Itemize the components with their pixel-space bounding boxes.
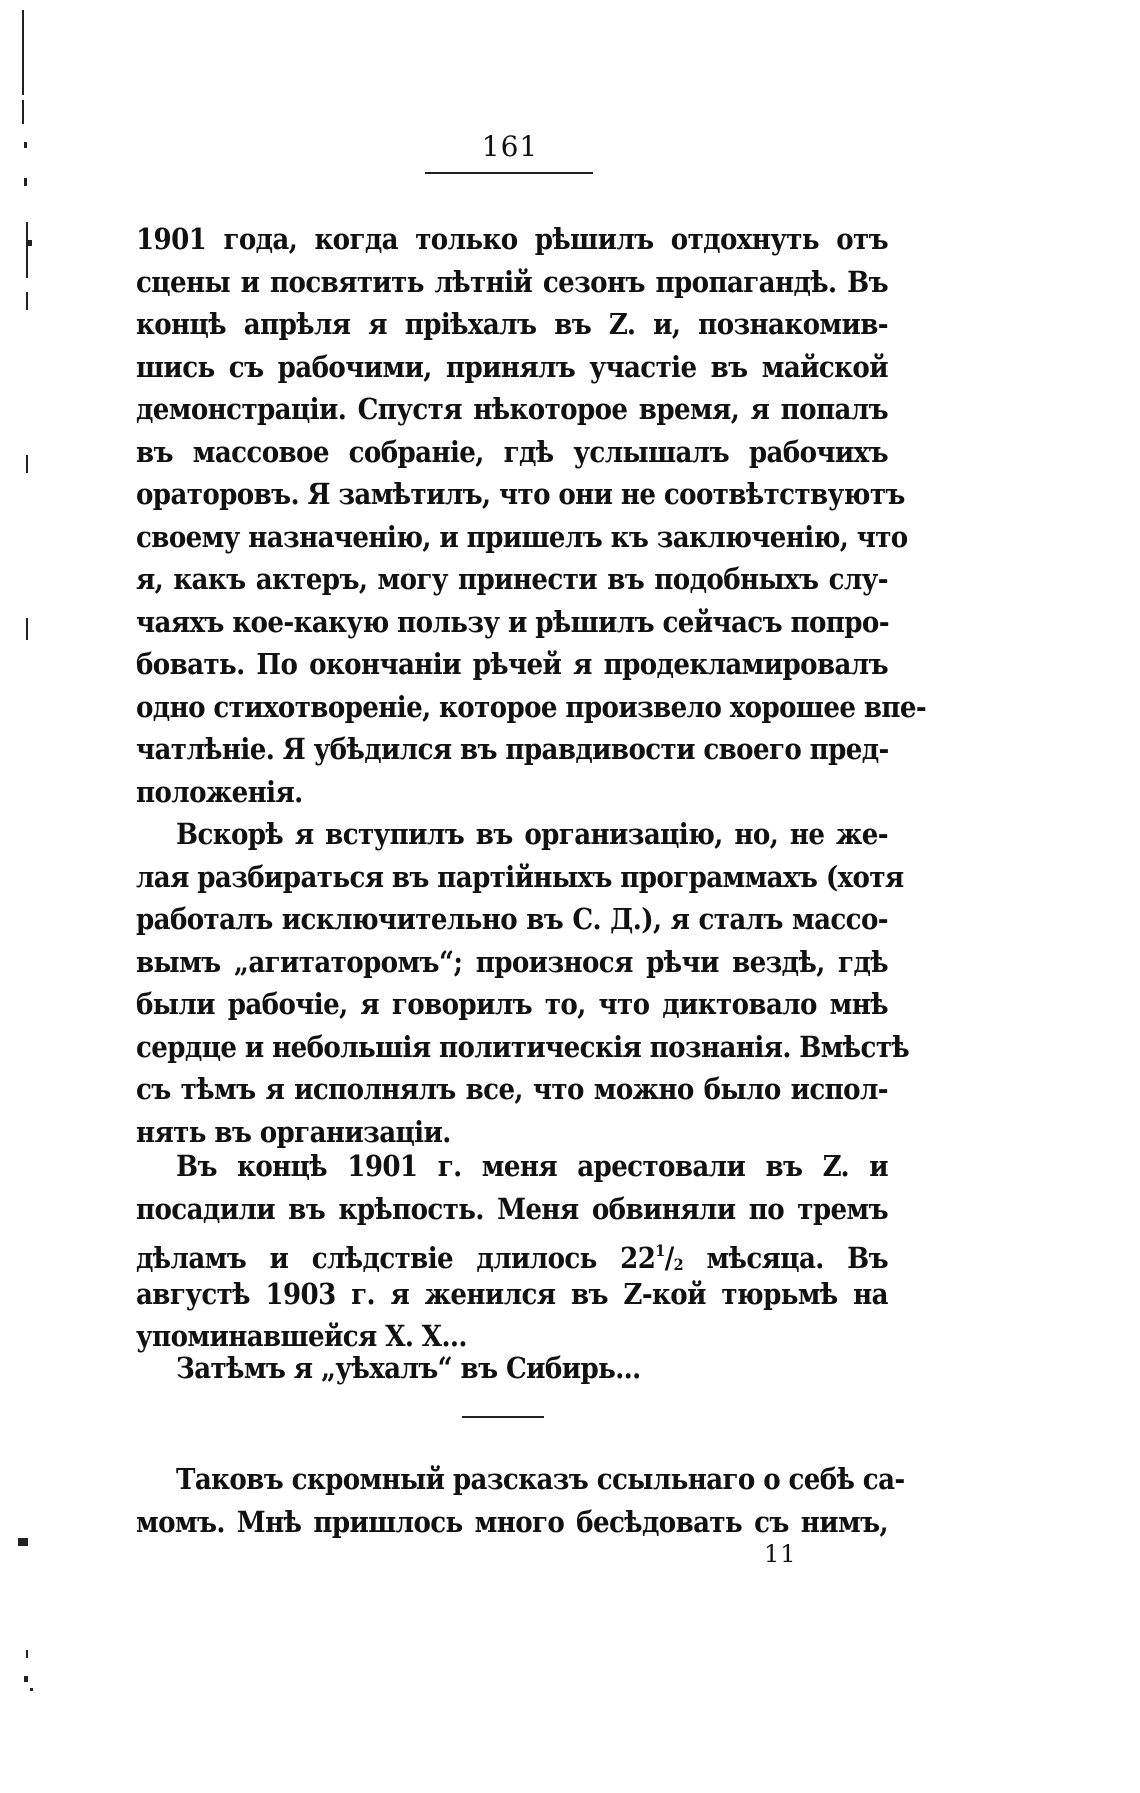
fraction-numerator: 1 xyxy=(655,1241,665,1260)
scan-edge-line xyxy=(22,100,24,124)
text-line: чатлѣніе. Я убѣдился въ правдивости своего пред- xyxy=(136,732,889,766)
text-line-with-fraction xyxy=(136,1230,888,1273)
text-line: были рабочіе, я говорилъ то, что диктовало мнѣ xyxy=(136,987,888,1021)
scan-edge-dot xyxy=(24,1676,28,1682)
paragraph-5 xyxy=(136,1458,905,1543)
fraction-slash: / xyxy=(664,1241,674,1275)
text-line: демонстраціи. Спустя нѣкоторое время, я попалъ xyxy=(136,392,888,426)
text-line: момъ. Мнѣ пришлось много бесѣдовать съ нимъ, xyxy=(136,1504,888,1539)
text-line: положенія. xyxy=(136,774,303,809)
text-line: бовать. По окончаніи рѣчей я продекламировалъ xyxy=(136,647,888,681)
scan-edge-dot xyxy=(18,1538,28,1546)
scan-edge-line xyxy=(26,618,28,640)
signature-mark: 11 xyxy=(764,1540,797,1568)
scan-edge-dot xyxy=(24,178,27,186)
paragraph-4 xyxy=(136,1347,888,1390)
text-line: работалъ исключительно въ С. Д.), я сталъ массо- xyxy=(136,902,888,936)
text-line: ораторовъ. Я замѣтилъ, что они не соотвѣтствуютъ xyxy=(136,477,905,511)
text-line: концѣ апрѣля я пріѣхалъ въ Z. и, познакомив- xyxy=(136,307,888,341)
text-line: одно стихотвореніе, которое произвело хорошее впе- xyxy=(136,689,927,724)
text-line: чаяхъ кое-какую пользу и рѣшилъ сейчасъ попро- xyxy=(136,604,889,639)
text-line: своему назначенію, и пришелъ къ заключенію, что xyxy=(136,519,908,554)
text-line: Затѣмъ я „уѣхалъ“ въ Сибирь... xyxy=(176,1351,641,1385)
scan-edge-line xyxy=(22,10,24,95)
text-line: сердце и небольшія политическія познанія. Вмѣстѣ xyxy=(136,1029,910,1064)
text-line: Вскорѣ я вступилъ въ организацію, но, не же- xyxy=(176,817,888,851)
text-line: посадили въ крѣпость. Меня обвиняли по тремъ xyxy=(136,1191,888,1226)
text-line: лая разбираться въ партійныхъ программахъ (хотя xyxy=(136,859,904,894)
scan-edge-line xyxy=(26,292,28,310)
scan-edge-line xyxy=(26,455,28,473)
fraction-denominator: 2 xyxy=(673,1255,684,1274)
text-line: нять въ организаціи. xyxy=(136,1114,451,1149)
scan-edge-dot xyxy=(24,142,27,148)
text-line: я, какъ актеръ, могу принести въ подобныхъ слу- xyxy=(136,562,888,596)
scan-edge-dot xyxy=(30,1688,33,1691)
text-line: вымъ „агитаторомъ“; произнося рѣчи вездѣ, гдѣ xyxy=(136,944,888,979)
text-fragment: мѣсяца. Въ xyxy=(683,1241,888,1275)
page-number: 161 xyxy=(481,130,539,163)
text-line: сцены и посвятить лѣтній сезонъ пропагандѣ. Въ xyxy=(136,264,888,299)
text-line: шись съ рабочими, принялъ участіе въ майской xyxy=(136,349,888,384)
text-line: Таковъ скромный разсказъ ссыльнаго о себѣ са- xyxy=(176,1462,905,1496)
scan-edge-dot xyxy=(26,240,32,246)
text-line: съ тѣмъ я исполнялъ все, что можно было испол- xyxy=(136,1072,888,1106)
text-fragment: дѣламъ и слѣдствіе длилось 22 xyxy=(136,1241,656,1275)
text-line: августѣ 1903 г. я женился въ Z-кой тюрьмѣ на xyxy=(136,1276,888,1311)
scan-edge-line xyxy=(26,222,28,278)
paragraph-1 xyxy=(136,218,927,813)
text-line: въ массовое собраніе, гдѣ услышалъ рабочихъ xyxy=(136,434,888,469)
text-line: 1901 года, когда только рѣшилъ отдохнуть отъ xyxy=(136,222,888,256)
header-rule xyxy=(425,172,593,174)
paragraph-2 xyxy=(136,813,910,1153)
text-line: упоминавшейся Х. Х... xyxy=(136,1319,467,1353)
text-line: Въ концѣ 1901 г. меня арестовали въ Z. и xyxy=(176,1149,888,1183)
section-divider xyxy=(462,1416,544,1418)
paragraph-3 xyxy=(136,1145,888,1358)
scan-edge-dot xyxy=(26,1650,28,1658)
